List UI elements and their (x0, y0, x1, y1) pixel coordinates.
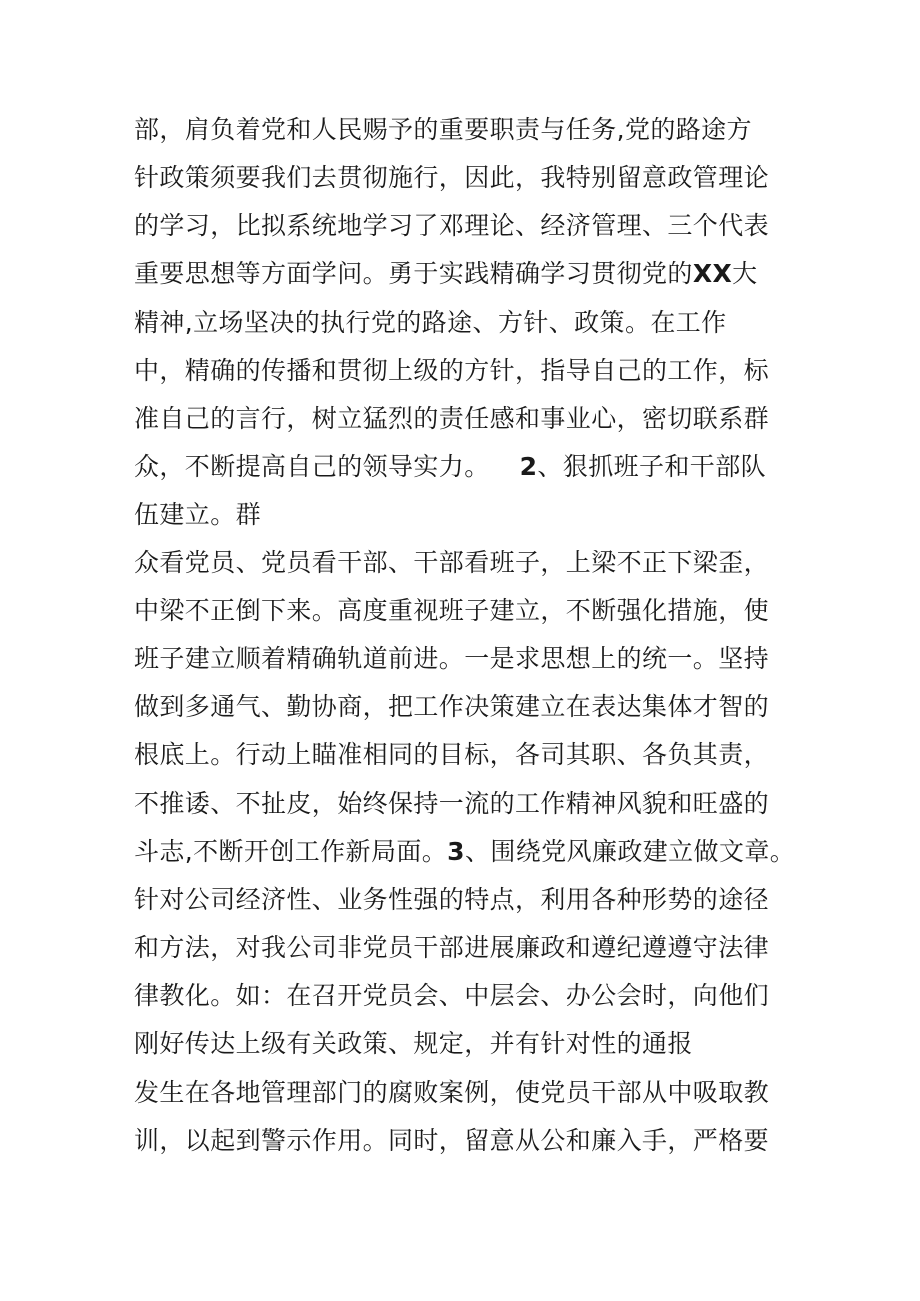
text-line: 班子建立顺着精确轨道前进。一是求思想上的统一。坚持 (134, 644, 770, 673)
text-line: 针对公司经济性、业务性强的特点，利用各种形势的途径 (134, 885, 770, 914)
text-line: 中，精确的传播和贯彻上级的方针，指导自己的工作，标 (134, 356, 770, 385)
text-line: 训，以起到警示作用。同时，留意从公和廉入手，严格要 (134, 1126, 770, 1155)
bold-text-run: XX (692, 259, 733, 288)
text-line (134, 837, 794, 867)
text-line: 和方法，对我公司非党员干部进展廉政和遵纪遵遵守法律 (134, 933, 770, 962)
text-line: 部，肩负着党和人民赐予的重要职责与任务,党的路途方 (134, 115, 752, 144)
text-run: 斗志,不断开创工作新局面。 (134, 837, 448, 866)
text-line: 律教化。如：在召开党员会、中层会、办公会时，向他们 (134, 981, 770, 1010)
text-line: 精神,立场坚决的执行党的路途、方针、政策。在工作 (134, 308, 727, 337)
text-run: 众，不断提高自己的领导实力。 (134, 452, 490, 481)
text-line: 不推诿、不扯皮，始终保持一流的工作精神风貌和旺盛的 (134, 789, 770, 818)
text-run: 、围绕党风廉政建立做文章。 (464, 837, 796, 866)
text-line (134, 452, 794, 482)
text-run: 重要思想等方面学问。勇于实践精确学习贯彻党的 (134, 259, 693, 288)
text-line: 刚好传达上级有关政策、规定，并有针对性的通报 (134, 1029, 693, 1058)
text-line: 根底上。行动上瞄准相同的目标，各司其职、各负其责， (134, 740, 770, 769)
text-line: 做到多通气、勤协商，把工作决策建立在表达集体才智的 (134, 692, 770, 721)
text-line: 准自己的言行，树立猛烈的责任感和事业心，密切联系群 (134, 404, 770, 433)
text-run: 大 (732, 259, 758, 288)
text-line: 针政策须要我们去贯彻施行，因此，我特别留意政管理论 (134, 163, 770, 192)
section-number: 2 (519, 452, 538, 481)
text-line: 众看党员、党员看干部、干部看班子，上梁不正下梁歪， (134, 548, 770, 577)
text-line: 的学习，比拟系统地学习了邓理论、经济管理、三个代表 (134, 211, 770, 240)
text-line: 发生在各地管理部门的腐败案例，使党员干部从中吸取教 (134, 1078, 770, 1107)
text-line: 中梁不正倒下来。高度重视班子建立，不断强化措施，使 (134, 596, 770, 625)
text-line: 伍建立。群 (134, 500, 262, 529)
text-run: 、狠抓班子和干部队 (537, 452, 767, 481)
text-line (134, 259, 794, 289)
section-number: 3 (447, 837, 465, 866)
